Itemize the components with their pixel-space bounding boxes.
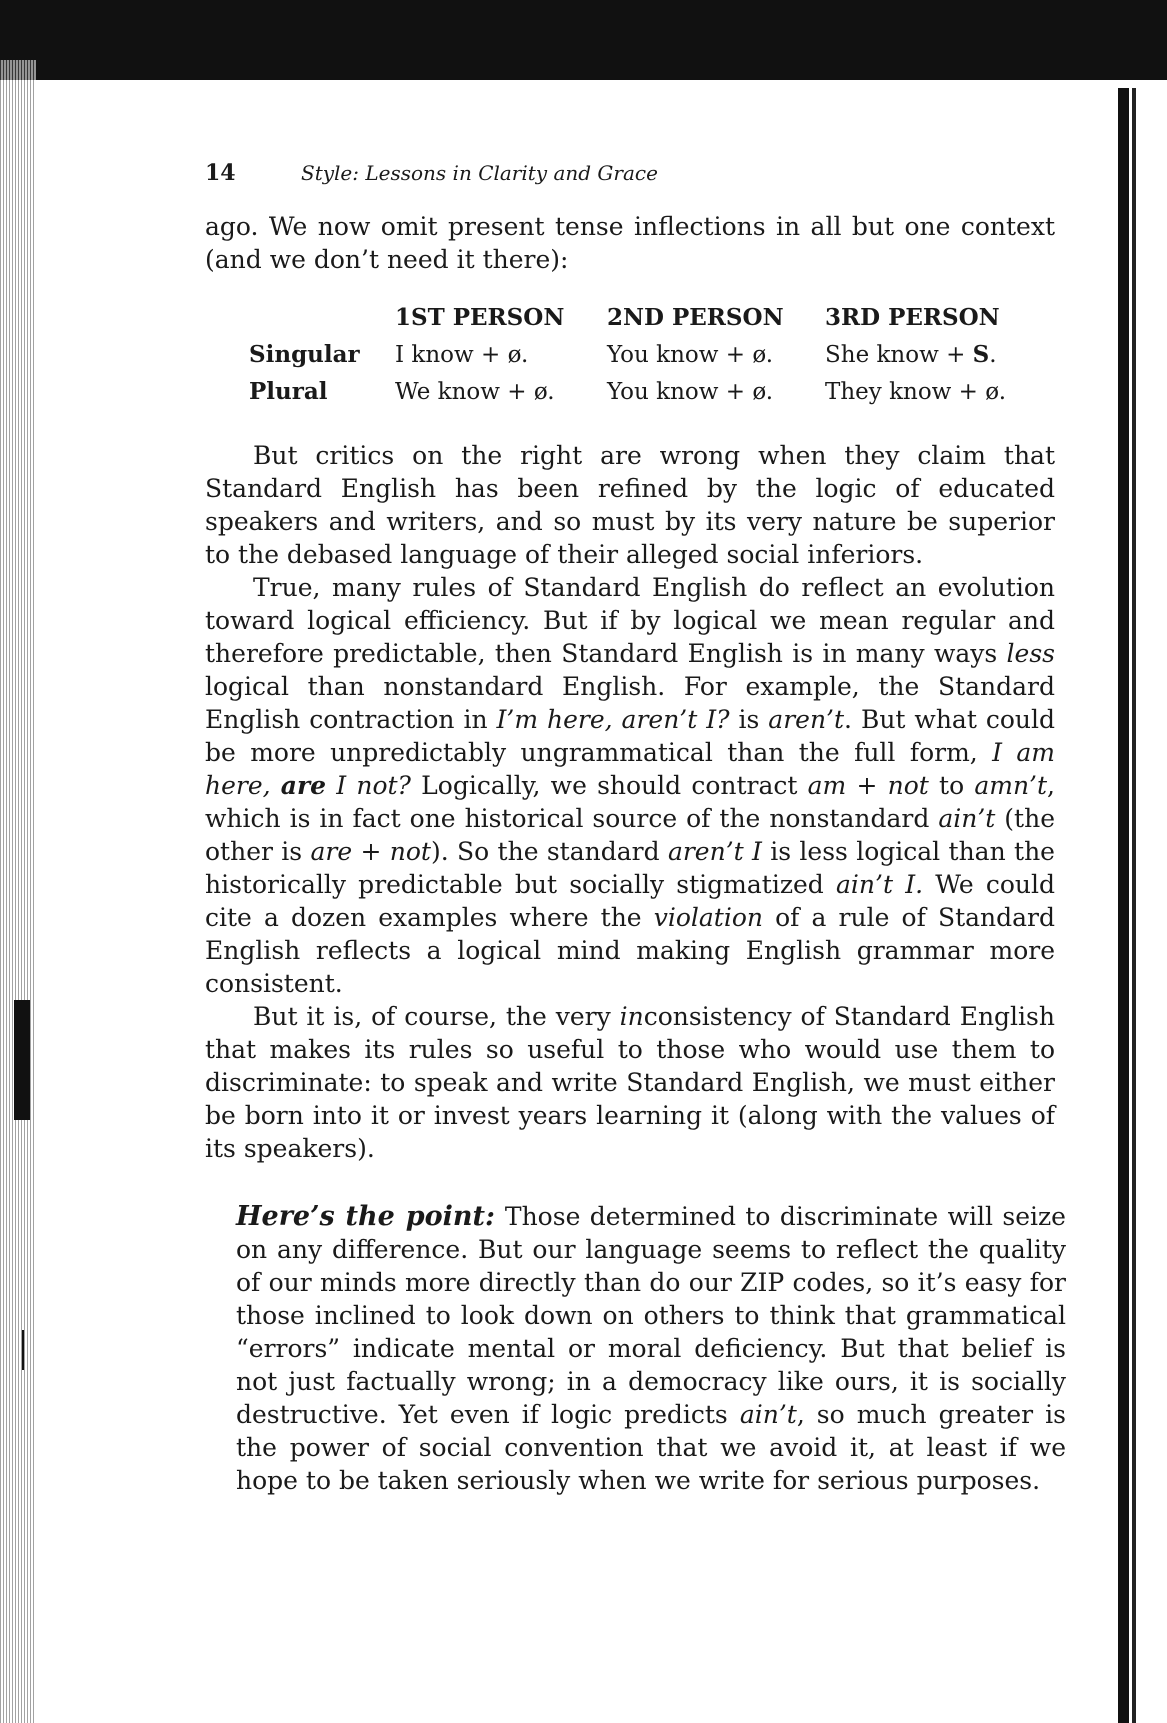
table-row-plural	[249, 376, 1015, 413]
inflection-s: S	[972, 341, 990, 368]
running-head	[205, 160, 1055, 192]
row-label: Singular	[249, 341, 360, 368]
conjugation-table	[249, 304, 1015, 413]
paragraph-logic: True, many rules of Standard English do reflect an evolution toward logical efficiency. But if by logical we mean regular and therefore predictable, then Standard English is in many ways less logical than nonstandard English. For example, the Standard English contraction in I’m here, aren’t I? is aren’t. But what could be more unpredictably ungrammatical than the full form, I am here, are I not? Logically, we should contract am + not to amn’t, which is in fact one historical source of the nonstandard ain’t (the other is are + not). So the standard aren’t I is less logical than the historically predictable but socially stigmatized ain’t I. We could cite a dozen examples where the violation of a rule of Standard English reflects a logical mind making English grammar more consistent.	[205, 573, 1056, 998]
row-label: Plural	[249, 378, 328, 405]
scan-top-border	[0, 0, 1167, 80]
page-body	[205, 160, 1055, 1165]
table-cell: I know + ø.	[395, 341, 529, 368]
intro-paragraph: ago. We now omit present tense inflections in all but one context (and we don’t need it there):	[205, 212, 1055, 274]
scan-right-border	[1118, 88, 1129, 1723]
table-header-row	[249, 304, 1015, 339]
paragraph-inconsistency: But it is, of course, the very inconsistency of Standard English that makes its rules so useful to those who would use them to discriminate: to speak and write Standard English, we must either be born into it or invest years learning it (along with the values of its speakers).	[205, 1002, 1055, 1163]
point-paragraph: Here’s the point: Those determined to discriminate will seize on any difference. But our language seems to reflect the quality of our minds more directly than do our ZIP codes, so it’s easy for those inclined to look down on others to think that grammatical “errors” indicate mental or moral deficiency. But that belief is not just factually wrong; in a democracy like ours, it is socially destructive. Yet even if logic predicts ain’t, so much greater is the power of social convention that we avoid it, at least if we hope to be taken seriously when we write for serious purposes.	[236, 1201, 1066, 1495]
scan-left-page-edge	[0, 60, 36, 1723]
scan-left-dark-mark	[14, 1000, 30, 1120]
column-header: 1ST PERSON	[395, 304, 565, 331]
page-number: 14	[205, 160, 236, 186]
table-cell-third-singular: She know + S.	[825, 341, 997, 368]
scan-left-tick	[22, 1330, 24, 1370]
table-cell: You know + ø.	[607, 378, 774, 405]
scan-right-border-inner	[1132, 88, 1136, 1723]
table-row-singular	[249, 339, 1015, 376]
table-cell: We know + ø.	[395, 378, 555, 405]
table-cell: They know + ø.	[825, 378, 1007, 405]
book-title: Style: Lessons in Clarity and Grace	[301, 161, 658, 185]
column-header: 2ND PERSON	[607, 304, 784, 331]
column-header: 3RD PERSON	[825, 304, 1000, 331]
point-label: Here’s the point:	[236, 1201, 495, 1232]
paragraph-critics: But critics on the right are wrong when they claim that Standard English has been refined by the logic of educated speakers and writers, and so must by its very nature be superior to the debased language of their alleged social inferiors.	[205, 441, 1055, 569]
table-cell: You know + ø.	[607, 341, 774, 368]
heres-the-point-box	[200, 1180, 1094, 1517]
